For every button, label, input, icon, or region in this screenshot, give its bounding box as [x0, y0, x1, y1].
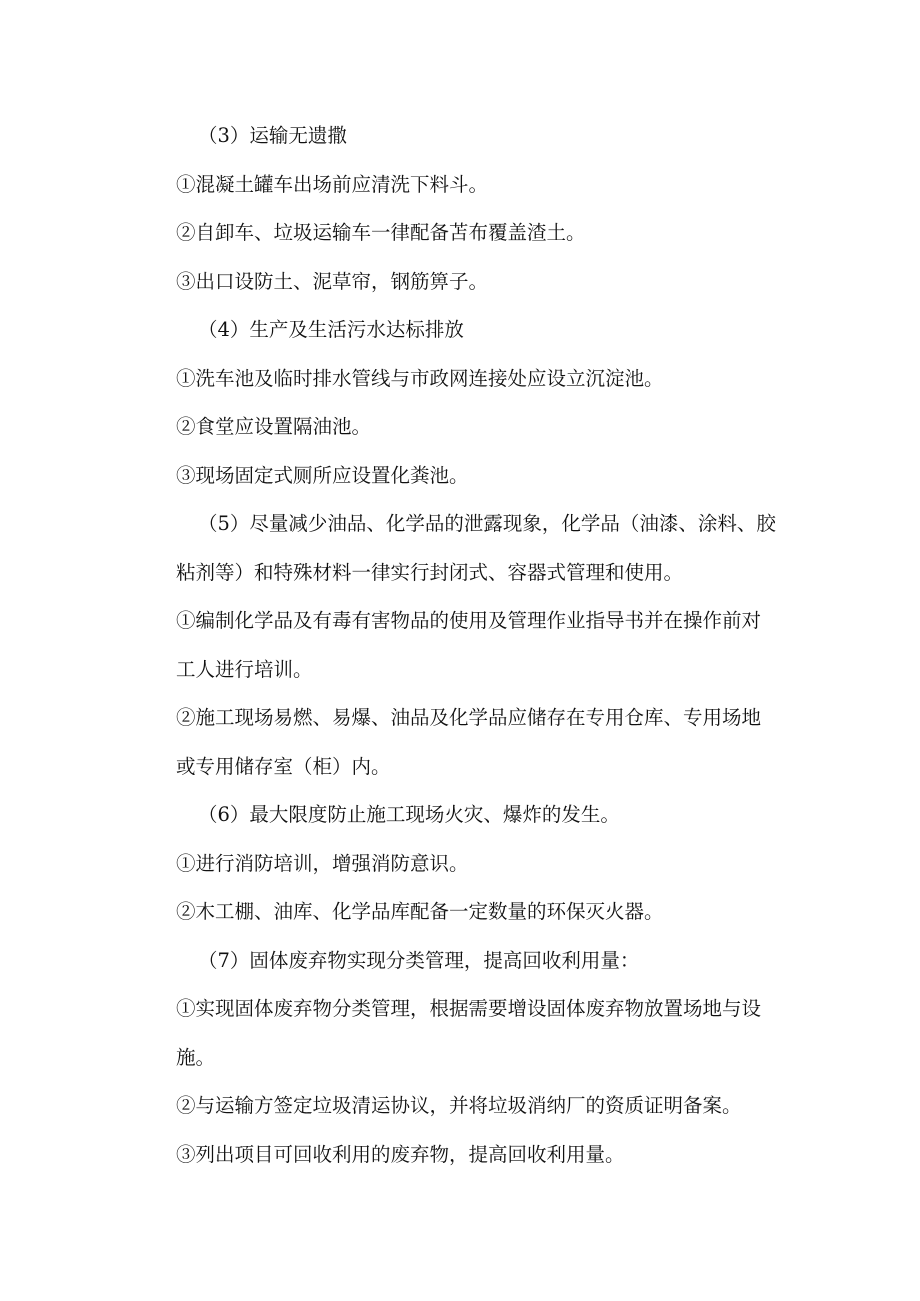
list-item: ②食堂应设置隔油池。: [176, 415, 372, 438]
list-item: ①混凝土罐车出场前应清洗下料斗。: [176, 172, 489, 196]
list-item: ②木工棚、油库、化学品库配备一定数量的环保灭火器。: [176, 900, 664, 923]
list-item: ①进行消防培训，增强消防意识。: [176, 851, 469, 875]
paragraph-continuation: 工人进行培训。: [176, 657, 313, 681]
paragraph-continuation: 或专用储存室（柜）内。: [176, 754, 391, 778]
section-heading-4: （4）生产及生活污水达标排放: [198, 318, 464, 341]
section-heading-6: （6）最大限度防止施工现场火灾、爆炸的发生。: [198, 803, 620, 826]
list-item: ②与运输方签定垃圾清运协议，并将垃圾消纳厂的资质证明备案。: [176, 1094, 742, 1117]
section-heading-7: （7）固体废弃物实现分类管理，提高回收利用量：: [198, 948, 640, 972]
section-heading-3: （3）运输无遗撒: [198, 124, 347, 147]
paragraph-continuation: 粘剂等）和特殊材料一律实行封闭式、容器式管理和使用。: [176, 560, 684, 584]
list-item: ②自卸车、垃圾运输车一律配备苫布覆盖渣土。: [176, 221, 586, 244]
list-item: ③现场固定式厕所应设置化粪池。: [176, 463, 469, 487]
section-heading-5: （5）尽量减少油品、化学品的泄露现象，化学品（油漆、涂料、胶: [198, 512, 776, 535]
document-body: [176, 112, 796, 1179]
list-item: ③列出项目可回收利用的废弃物，提高回收利用量。: [176, 1142, 625, 1166]
paragraph-continuation: 施。: [176, 1045, 216, 1069]
list-item: ②施工现场易燃、易爆、油品及化学品应储存在专用仓库、专用场地: [176, 706, 762, 729]
list-item: ③出口设防土、泥草帘，钢筋箅子。: [176, 269, 489, 293]
list-item: ①实现固体废弃物分类管理，根据需要增设固体废弃物放置场地与设: [176, 997, 762, 1020]
list-item: ①洗车池及临时排水管线与市政网连接处应设立沉淀池。: [176, 366, 664, 390]
list-item: ①编制化学品及有毒有害物品的使用及管理作业指导书并在操作前对: [176, 609, 762, 632]
